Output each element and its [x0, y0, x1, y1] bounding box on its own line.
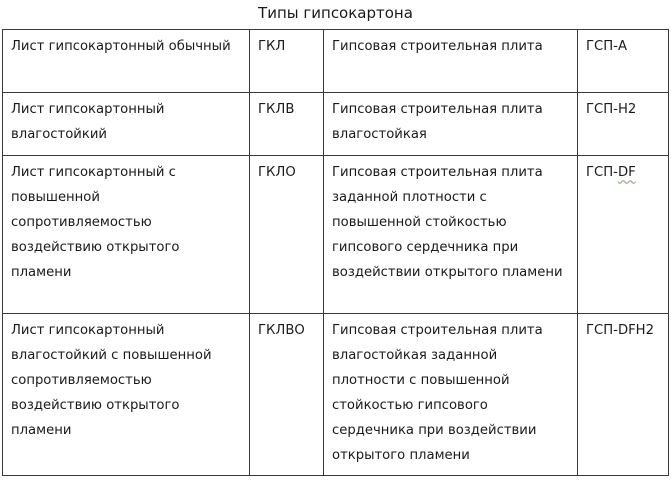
sheet-name-cell: Лист гипсокартонный с повышенной сопротивляемостью воздействию открытого пламени [3, 156, 250, 314]
standard-suffix: DFH2 [617, 323, 654, 338]
sheet-code-cell: ГКЛО [250, 156, 324, 314]
board-standard-cell [578, 156, 669, 314]
board-standard-cell [578, 93, 669, 156]
sheet-name-cell: Лист гипсокартонный влагостойкий с повышенной сопротивляемостью воздействию открытого пламени [3, 314, 250, 476]
standard-suffix: DF [617, 165, 636, 180]
table-row [3, 30, 669, 93]
sheet-name-cell: Лист гипсокартонный обычный [3, 30, 250, 93]
table-row [3, 156, 669, 314]
sheet-name-cell: Лист гипсокартонный влагостойкий [3, 93, 250, 156]
sheet-code-cell: ГКЛВ [250, 93, 324, 156]
table-row [3, 93, 669, 156]
board-description-cell: Гипсовая строительная плита влагостойкая заданной плотности с повышенной стойкостью гипсового сердечника при воздействии открытого пламени [324, 314, 578, 476]
standard-suffix: Н2 [617, 102, 637, 117]
board-description-cell: Гипсовая строительная плита влагостойкая [324, 93, 578, 156]
board-description-cell: Гипсовая строительная плита заданной плотности с повышенной стойкостью гипсового сердечника при воздействии открытого пламени [324, 156, 578, 314]
standard-prefix: ГСП- [586, 39, 618, 54]
board-standard-cell [578, 314, 669, 476]
board-standard-cell [578, 30, 669, 93]
drywall-types-table [2, 29, 669, 476]
table-row [3, 314, 669, 476]
standard-prefix: ГСП- [586, 323, 618, 338]
table-title: Типы гипсокартона [258, 4, 413, 22]
standard-prefix: ГСП- [586, 165, 618, 180]
sheet-code-cell: ГКЛВО [250, 314, 324, 476]
board-description-cell: Гипсовая строительная плита [324, 30, 578, 93]
sheet-code-cell: ГКЛ [250, 30, 324, 93]
standard-suffix: А [617, 39, 627, 54]
standard-prefix: ГСП- [586, 102, 618, 117]
